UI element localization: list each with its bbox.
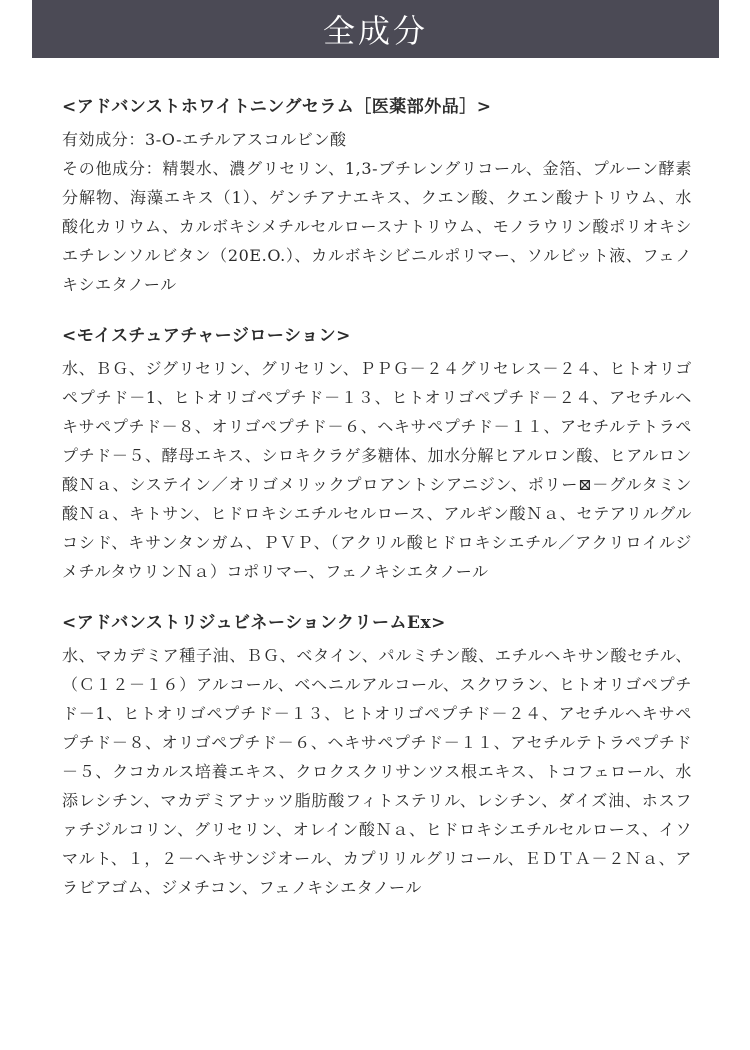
section-whitening-serum — [62, 94, 692, 299]
section-moisture-lotion — [62, 323, 692, 586]
other-ingredients-line: その他成分：精製水、濃グリセリン、1,3-ブチレングリコール、金箔、プルーン酵素分解物、海藻エキス（1）、ゲンチアナエキス、クエン酸、クエン酸ナトリウム、水酸化カリウム、カルボキシメチルセルロースナトリウム、モノラウリン酸ポリオキシエチレンソルビタン（20E.O.）、カルボキシビニルポリマー、ソルビット液、フェノキシエタノール — [62, 159, 692, 294]
section-rejuvenation-cream — [62, 610, 692, 902]
ingredients-line: 水、ＢＧ、ジグリセリン、グリセリン、ＰＰＧ－２４グリセレス－２４、ヒトオリゴペプチド－1、ヒトオリゴペプチド－１３、ヒトオリゴペプチド－２４、アセチルヘキサペプチド－８、オリゴペプチド－６、ヘキサペプチド－１１、アセチルテトラペプチド－５、酵母エキス、シロキクラゲ多糖体、加水分解ヒアルロン酸、ヒアルロン酸Ｎａ、システイン／オリゴメリックプロアントシアニジン、ポリー⊠－グルタミン酸Ｎａ、キトサン、ヒドロキシエチルセルロース、アルギン酸Ｎａ、セテアリルグルコシド、キサンタンガム、ＰＶＰ、（アクリル酸ヒドロキシエチル／アクリロイルジメチルタウリンＮａ）コポリマー、フェノキシエタノール — [62, 359, 692, 581]
page-title: 全成分 — [322, 12, 428, 50]
section-title: <アドバンストホワイトニングセラム［医薬部外品］> — [62, 97, 492, 117]
section-title: <アドバンストリジュビネーションクリームEx> — [62, 613, 446, 633]
section-title: <モイスチュアチャージローション> — [62, 326, 351, 346]
ingredients-content — [62, 94, 692, 926]
header-band — [32, 0, 719, 58]
section-body — [62, 354, 692, 586]
section-body — [62, 641, 692, 902]
ingredients-line: 水、マカデミア種子油、ＢＧ、ベタイン、パルミチン酸、エチルヘキサン酸セチル、（Ｃ１２－１６）アルコール、ベヘニルアルコール、スクワラン、ヒトオリゴペプチド－1、ヒトオリゴペプチド－１３、ヒトオリゴペプチド－２４、アセチルヘキサペプチド－８、オリゴペプチド－６、ヘキサペプチド－１１、アセチルテトラペプチド－５、クコカルス培養エキス、クロクスクリサンツス根エキス、トコフェロール、水添レシチン、マカデミアナッツ脂肪酸フィトステリル、レシチン、ダイズ油、ホスファチジルコリン、グリセリン、オレイン酸Ｎａ、ヒドロキシエチルセルロース、イソマルト、１，２－ヘキサンジオール、カプリリルグリコール、ＥＤＴＡ－２Ｎａ、アラビアゴム、ジメチコン、フェノキシエタノール — [62, 646, 692, 897]
section-body — [62, 125, 692, 299]
active-ingredient-line: 有効成分：3-O-エチルアスコルビン酸 — [62, 130, 347, 149]
